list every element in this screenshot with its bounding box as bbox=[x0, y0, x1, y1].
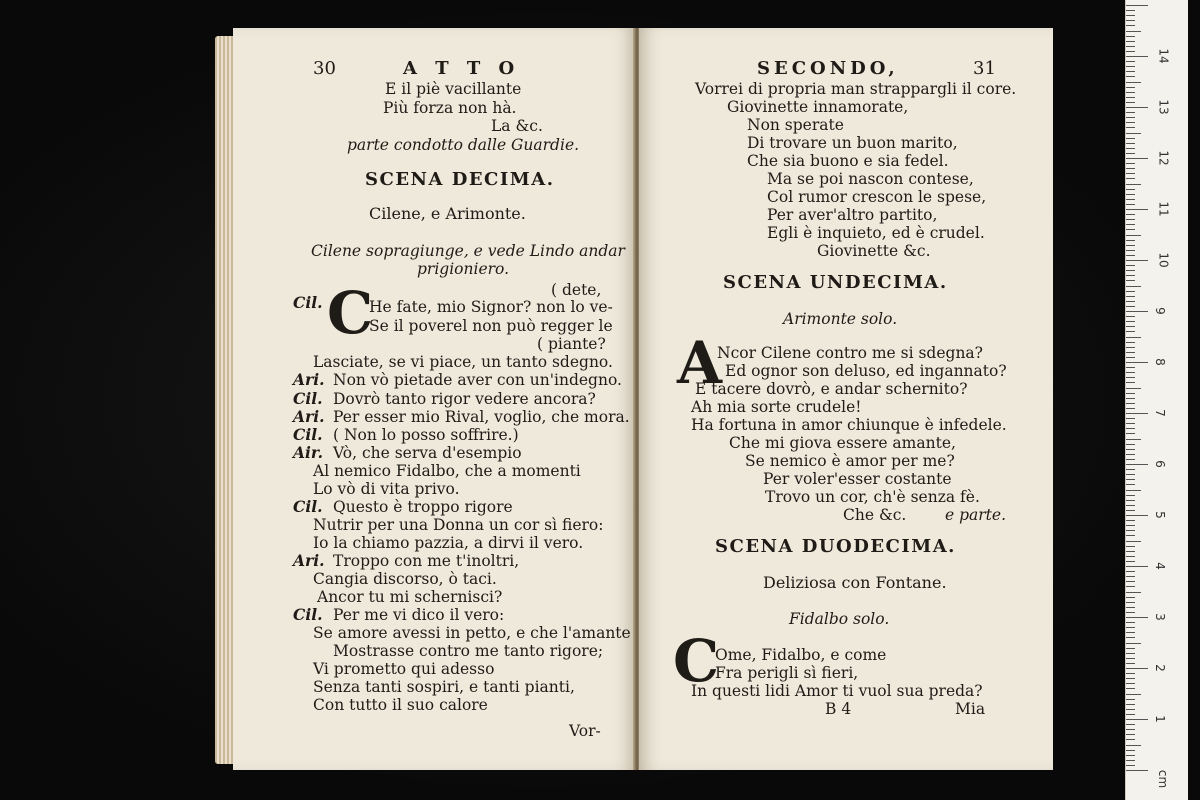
ruler-tick bbox=[1126, 337, 1141, 338]
ruler-number: 12 bbox=[1156, 150, 1171, 166]
ruler-tick bbox=[1126, 495, 1135, 496]
ruler-tick bbox=[1126, 556, 1135, 557]
ruler-tick bbox=[1126, 724, 1135, 725]
ruler-tick bbox=[1126, 683, 1135, 684]
ruler-tick bbox=[1126, 617, 1148, 618]
ruler-tick bbox=[1126, 362, 1148, 363]
ruler-tick bbox=[1126, 760, 1135, 761]
text-line: Nutrir per una Donna un cor sì fiero: bbox=[313, 516, 604, 534]
ruler-tick bbox=[1126, 291, 1135, 292]
ruler-tick bbox=[1126, 377, 1135, 378]
page-number: 30 bbox=[313, 58, 336, 79]
ruler-tick bbox=[1126, 199, 1135, 200]
measuring-ruler bbox=[1125, 0, 1188, 800]
ruler-tick bbox=[1126, 408, 1135, 409]
ruler-tick bbox=[1126, 87, 1135, 88]
speaker-label: Ari. bbox=[293, 551, 325, 570]
text-line: Lo vò di vita privo. bbox=[313, 480, 460, 498]
text-line: E il piè vacillante bbox=[385, 80, 522, 98]
ruler-tick bbox=[1126, 250, 1135, 251]
ruler-tick bbox=[1126, 505, 1135, 506]
speaker-label: Ari. bbox=[293, 407, 325, 426]
ruler-tick bbox=[1126, 97, 1135, 98]
ruler-tick bbox=[1126, 224, 1135, 225]
ruler-tick bbox=[1126, 734, 1135, 735]
ruler-tick bbox=[1126, 622, 1135, 623]
speaker-label: Cil. bbox=[293, 389, 323, 408]
ruler-number: 14 bbox=[1156, 48, 1171, 64]
text-line: Giovinette &c. bbox=[817, 242, 931, 260]
text-line: Se nemico è amor per me? bbox=[745, 452, 955, 470]
text-line: La &c. bbox=[491, 117, 543, 135]
drop-cap: C bbox=[673, 627, 720, 695]
text-line: Che sia buono e sia fedel. bbox=[747, 152, 949, 170]
ruler-tick bbox=[1126, 331, 1135, 332]
ruler-tick bbox=[1126, 107, 1148, 108]
ruler-tick bbox=[1126, 31, 1141, 32]
text-line: Mostrasse contro me tanto rigore; bbox=[333, 642, 604, 660]
text-line: Ncor Cilene contro me si sdegna? bbox=[717, 344, 983, 362]
ruler-tick bbox=[1126, 10, 1135, 11]
ruler-tick bbox=[1126, 66, 1135, 67]
text-line: Al nemico Fidalbo, che a momenti bbox=[313, 462, 581, 480]
ruler-tick bbox=[1126, 326, 1135, 327]
ruler-tick bbox=[1126, 688, 1135, 689]
ruler-tick bbox=[1126, 25, 1135, 26]
ruler-tick bbox=[1126, 403, 1135, 404]
ruler-tick bbox=[1126, 41, 1135, 42]
ruler-tick bbox=[1126, 704, 1135, 705]
ruler-number: 8 bbox=[1152, 358, 1167, 366]
ruler-tick bbox=[1126, 561, 1135, 562]
ruler-tick bbox=[1126, 520, 1135, 521]
stage-direction: e parte. bbox=[945, 506, 1007, 524]
ruler-tick bbox=[1126, 347, 1135, 348]
ruler-tick bbox=[1126, 61, 1135, 62]
ruler-tick bbox=[1126, 658, 1135, 659]
scene-heading: SCENA UNDECIMA. bbox=[723, 272, 948, 293]
ruler-tick bbox=[1126, 56, 1148, 57]
ruler-tick bbox=[1126, 469, 1135, 470]
ruler-tick bbox=[1126, 729, 1135, 730]
ruler-tick bbox=[1126, 194, 1135, 195]
ruler-tick bbox=[1126, 382, 1135, 383]
text-line: ( Non lo posso soffrire.) bbox=[333, 426, 519, 444]
text-line: Non sperate bbox=[747, 116, 844, 134]
ruler-tick bbox=[1126, 122, 1135, 123]
text-line: Ha fortuna in amor chiunque è infedele. bbox=[691, 416, 1007, 434]
ruler-number: 2 bbox=[1152, 664, 1167, 672]
ruler-tick bbox=[1126, 388, 1141, 389]
ruler-tick bbox=[1126, 20, 1135, 21]
ruler-tick bbox=[1126, 153, 1135, 154]
ruler-tick bbox=[1126, 428, 1135, 429]
speaker-label: Cil. bbox=[293, 425, 323, 444]
text-line: Vi prometto qui adesso bbox=[313, 660, 495, 678]
ruler-tick bbox=[1126, 525, 1135, 526]
text-line: Vò, che serva d'esempio bbox=[333, 444, 522, 462]
stage-direction: Fidalbo solo. bbox=[789, 610, 890, 628]
ruler-tick bbox=[1126, 158, 1148, 159]
ruler-tick bbox=[1126, 439, 1141, 440]
ruler-tick bbox=[1126, 602, 1135, 603]
text-line: Troppo con me t'inoltri, bbox=[333, 552, 520, 570]
stage-direction: parte condotto dalle Guardie. bbox=[347, 136, 580, 154]
ruler-tick bbox=[1126, 699, 1135, 700]
text-line: Che mi giova essere amante, bbox=[729, 434, 956, 452]
text-line: Giovinette innamorate, bbox=[727, 98, 909, 116]
stage-direction: Cilene sopragiunge, e vede Lindo andar bbox=[311, 242, 625, 260]
ruler-tick bbox=[1126, 770, 1148, 771]
ruler-tick bbox=[1126, 581, 1135, 582]
text-line: E tacere dovrò, e andar schernito? bbox=[695, 380, 968, 398]
text-line: Questo è troppo rigore bbox=[333, 498, 513, 516]
text-line: Più forza non hà. bbox=[383, 99, 517, 117]
text-line: In questi lidi Amor ti vuol sua preda? bbox=[691, 682, 983, 700]
ruler-number: 9 bbox=[1152, 307, 1167, 315]
text-line: Col rumor crescon le spese, bbox=[767, 188, 987, 206]
text-line: Se il poverel non può regger le bbox=[369, 317, 613, 335]
ruler-tick bbox=[1126, 214, 1135, 215]
ruler-tick bbox=[1126, 163, 1135, 164]
ruler-tick bbox=[1126, 714, 1135, 715]
ruler-tick bbox=[1126, 627, 1135, 628]
ruler-tick bbox=[1126, 515, 1148, 516]
text-line: Non vò pietade aver con un'indegno. bbox=[333, 371, 622, 389]
text-line: Ancor tu mi schernisci? bbox=[317, 588, 503, 606]
ruler-tick bbox=[1126, 46, 1135, 47]
ruler-tick bbox=[1126, 612, 1135, 613]
ruler-tick bbox=[1126, 280, 1135, 281]
open-book bbox=[215, 28, 1055, 770]
ruler-tick bbox=[1126, 484, 1135, 485]
ruler-tick bbox=[1126, 260, 1148, 261]
ruler-tick bbox=[1126, 51, 1135, 52]
ruler-tick bbox=[1126, 112, 1135, 113]
ruler-tick bbox=[1126, 632, 1135, 633]
ruler-tick bbox=[1126, 71, 1135, 72]
ruler-tick bbox=[1126, 235, 1141, 236]
stage-direction: prigioniero. bbox=[417, 260, 510, 278]
ruler-tick bbox=[1126, 592, 1141, 593]
text-line: ( piante? bbox=[537, 335, 606, 353]
text-line: Ma se poi nascon contese, bbox=[767, 170, 974, 188]
ruler-tick bbox=[1126, 229, 1135, 230]
ruler-tick bbox=[1126, 311, 1148, 312]
ruler-tick bbox=[1126, 637, 1135, 638]
ruler-number: 13 bbox=[1156, 99, 1171, 115]
ruler-tick bbox=[1126, 709, 1135, 710]
ruler-tick bbox=[1126, 566, 1148, 567]
ruler-number: 6 bbox=[1152, 460, 1167, 468]
scene-heading: SCENA DECIMA. bbox=[365, 169, 555, 190]
ruler-tick bbox=[1126, 739, 1135, 740]
ruler-tick bbox=[1126, 296, 1135, 297]
ruler-tick bbox=[1126, 479, 1135, 480]
ruler-tick bbox=[1126, 765, 1135, 766]
ruler-tick bbox=[1126, 286, 1141, 287]
ruler-tick bbox=[1126, 367, 1135, 368]
ruler-tick bbox=[1126, 586, 1135, 587]
ruler-tick bbox=[1126, 607, 1135, 608]
ruler-tick bbox=[1126, 204, 1135, 205]
ruler-tick bbox=[1126, 5, 1148, 6]
text-line: Lasciate, se vi piace, un tanto sdegno. bbox=[313, 353, 613, 371]
ruler-tick bbox=[1126, 464, 1148, 465]
ruler-tick bbox=[1126, 673, 1135, 674]
text-line: Per voler'esser costante bbox=[763, 470, 952, 488]
ruler-tick bbox=[1126, 321, 1135, 322]
text-line: Se amore avessi in petto, e che l'amante bbox=[313, 624, 631, 642]
ruler-tick bbox=[1126, 418, 1135, 419]
stage-direction: Arimonte solo. bbox=[783, 310, 898, 328]
ruler-tick bbox=[1126, 750, 1135, 751]
text-line: Ome, Fidalbo, e come bbox=[715, 646, 887, 664]
speaker-label: Cil. bbox=[293, 293, 323, 312]
ruler-tick bbox=[1126, 643, 1141, 644]
ruler-unit: cm bbox=[1156, 769, 1171, 789]
text-line: Ed ognor son deluso, ed ingannato? bbox=[725, 362, 1007, 380]
catchword: Vor- bbox=[569, 722, 601, 740]
ruler-tick bbox=[1126, 653, 1135, 654]
ruler-tick bbox=[1126, 474, 1135, 475]
text-line: Senza tanti sospiri, e tanti pianti, bbox=[313, 678, 575, 696]
ruler-tick bbox=[1126, 357, 1135, 358]
text-line: Egli è inquieto, ed è crudel. bbox=[767, 224, 985, 242]
ruler-tick bbox=[1126, 490, 1141, 491]
ruler-tick bbox=[1126, 240, 1135, 241]
text-line: Cangia discorso, ò taci. bbox=[313, 570, 497, 588]
ruler-tick bbox=[1126, 745, 1141, 746]
ruler-tick bbox=[1126, 133, 1141, 134]
ruler-tick bbox=[1126, 500, 1135, 501]
ruler-tick bbox=[1126, 393, 1135, 394]
ruler-tick bbox=[1126, 189, 1135, 190]
ruler-tick bbox=[1126, 694, 1141, 695]
ruler-tick bbox=[1126, 209, 1148, 210]
ruler-tick bbox=[1126, 459, 1135, 460]
setting-line: Deliziosa con Fontane. bbox=[763, 573, 947, 592]
ruler-tick bbox=[1126, 576, 1135, 577]
ruler-tick bbox=[1126, 148, 1135, 149]
ruler-tick bbox=[1126, 265, 1135, 266]
ruler-tick bbox=[1126, 510, 1135, 511]
drop-cap: C bbox=[327, 279, 374, 347]
ruler-tick bbox=[1126, 316, 1135, 317]
ruler-tick bbox=[1126, 306, 1135, 307]
text-line: Dovrò tanto rigor vedere ancora? bbox=[333, 390, 596, 408]
ruler-tick bbox=[1126, 102, 1135, 103]
ruler-tick bbox=[1126, 342, 1135, 343]
characters-line: Cilene, e Arimonte. bbox=[369, 204, 526, 223]
text-line: ( dete, bbox=[551, 281, 602, 299]
text-line: Io la chiamo pazzia, a dirvi il vero. bbox=[313, 534, 584, 552]
ruler-number: 1 bbox=[1152, 715, 1167, 723]
ruler-tick bbox=[1126, 551, 1135, 552]
ruler-tick bbox=[1126, 449, 1135, 450]
ruler-tick bbox=[1126, 275, 1135, 276]
ruler-tick bbox=[1126, 127, 1135, 128]
ruler-tick bbox=[1126, 219, 1135, 220]
text-line: Fra perigli sì fieri, bbox=[715, 664, 859, 682]
ruler-tick bbox=[1126, 719, 1148, 720]
ruler-tick bbox=[1126, 530, 1135, 531]
text-line: Vorrei di propria man strappargli il core. bbox=[695, 80, 1017, 98]
ruler-tick bbox=[1126, 454, 1135, 455]
left-page bbox=[233, 28, 635, 770]
ruler-tick bbox=[1126, 92, 1135, 93]
ruler-tick bbox=[1126, 82, 1141, 83]
ruler-tick bbox=[1126, 173, 1135, 174]
ruler-number: 11 bbox=[1156, 201, 1171, 217]
ruler-tick bbox=[1126, 535, 1135, 536]
ruler-tick bbox=[1126, 117, 1135, 118]
ruler-number: 3 bbox=[1152, 613, 1167, 621]
ruler-tick bbox=[1126, 678, 1135, 679]
ruler-tick bbox=[1126, 143, 1135, 144]
ruler-tick bbox=[1126, 648, 1135, 649]
ruler-tick bbox=[1126, 352, 1135, 353]
running-head: A T T O bbox=[403, 58, 521, 79]
ruler-tick bbox=[1126, 178, 1135, 179]
ruler-tick bbox=[1126, 546, 1135, 547]
running-head: SECONDO, bbox=[757, 58, 899, 79]
text-line: Per aver'altro partito, bbox=[767, 206, 938, 224]
speaker-label: Cil. bbox=[293, 605, 323, 624]
ruler-tick bbox=[1126, 184, 1141, 185]
ruler-number: 4 bbox=[1152, 562, 1167, 570]
ruler-tick bbox=[1126, 597, 1135, 598]
ruler-tick bbox=[1126, 245, 1135, 246]
page-number: 31 bbox=[973, 58, 996, 79]
ruler-tick bbox=[1126, 270, 1135, 271]
ruler-tick bbox=[1126, 372, 1135, 373]
ruler-tick bbox=[1126, 138, 1135, 139]
ruler-tick bbox=[1126, 571, 1135, 572]
ruler-number: 5 bbox=[1152, 511, 1167, 519]
text-line: Di trovare un buon marito, bbox=[747, 134, 958, 152]
ruler-tick bbox=[1126, 36, 1135, 37]
ruler-tick bbox=[1126, 15, 1135, 16]
ruler-number: 7 bbox=[1152, 409, 1167, 417]
ruler-tick bbox=[1126, 398, 1135, 399]
ruler-tick bbox=[1126, 444, 1135, 445]
ruler-number: 10 bbox=[1156, 252, 1171, 268]
drop-cap: A bbox=[677, 329, 723, 397]
ruler-tick bbox=[1126, 668, 1148, 669]
ruler-tick bbox=[1126, 301, 1135, 302]
speaker-label: Air. bbox=[293, 443, 324, 462]
speaker-label: Cil. bbox=[293, 497, 323, 516]
ruler-tick bbox=[1126, 663, 1135, 664]
right-page bbox=[639, 28, 1053, 770]
text-line: Ah mia sorte crudele! bbox=[691, 398, 862, 416]
text-line: Che &c. bbox=[843, 506, 907, 524]
ruler-tick bbox=[1126, 255, 1135, 256]
ruler-tick bbox=[1126, 413, 1148, 414]
text-line: Trovo un cor, ch'è senza fè. bbox=[765, 488, 980, 506]
text-line: Con tutto il suo calore bbox=[313, 696, 488, 714]
ruler-tick bbox=[1126, 168, 1135, 169]
signature-mark: B 4 bbox=[825, 700, 852, 718]
ruler-tick bbox=[1126, 541, 1141, 542]
scene-heading: SCENA DUODECIMA. bbox=[715, 536, 956, 557]
text-line: Per me vi dico il vero: bbox=[333, 606, 505, 624]
speaker-label: Ari. bbox=[293, 370, 325, 389]
ruler-tick bbox=[1126, 76, 1135, 77]
text-line: Per esser mio Rival, voglio, che mora. bbox=[333, 408, 630, 426]
ruler-tick bbox=[1126, 423, 1135, 424]
catchword: Mia bbox=[955, 700, 986, 718]
ruler-tick bbox=[1126, 433, 1135, 434]
ruler-tick bbox=[1126, 755, 1135, 756]
text-line: He fate, mio Signor? non lo ve- bbox=[369, 298, 613, 316]
